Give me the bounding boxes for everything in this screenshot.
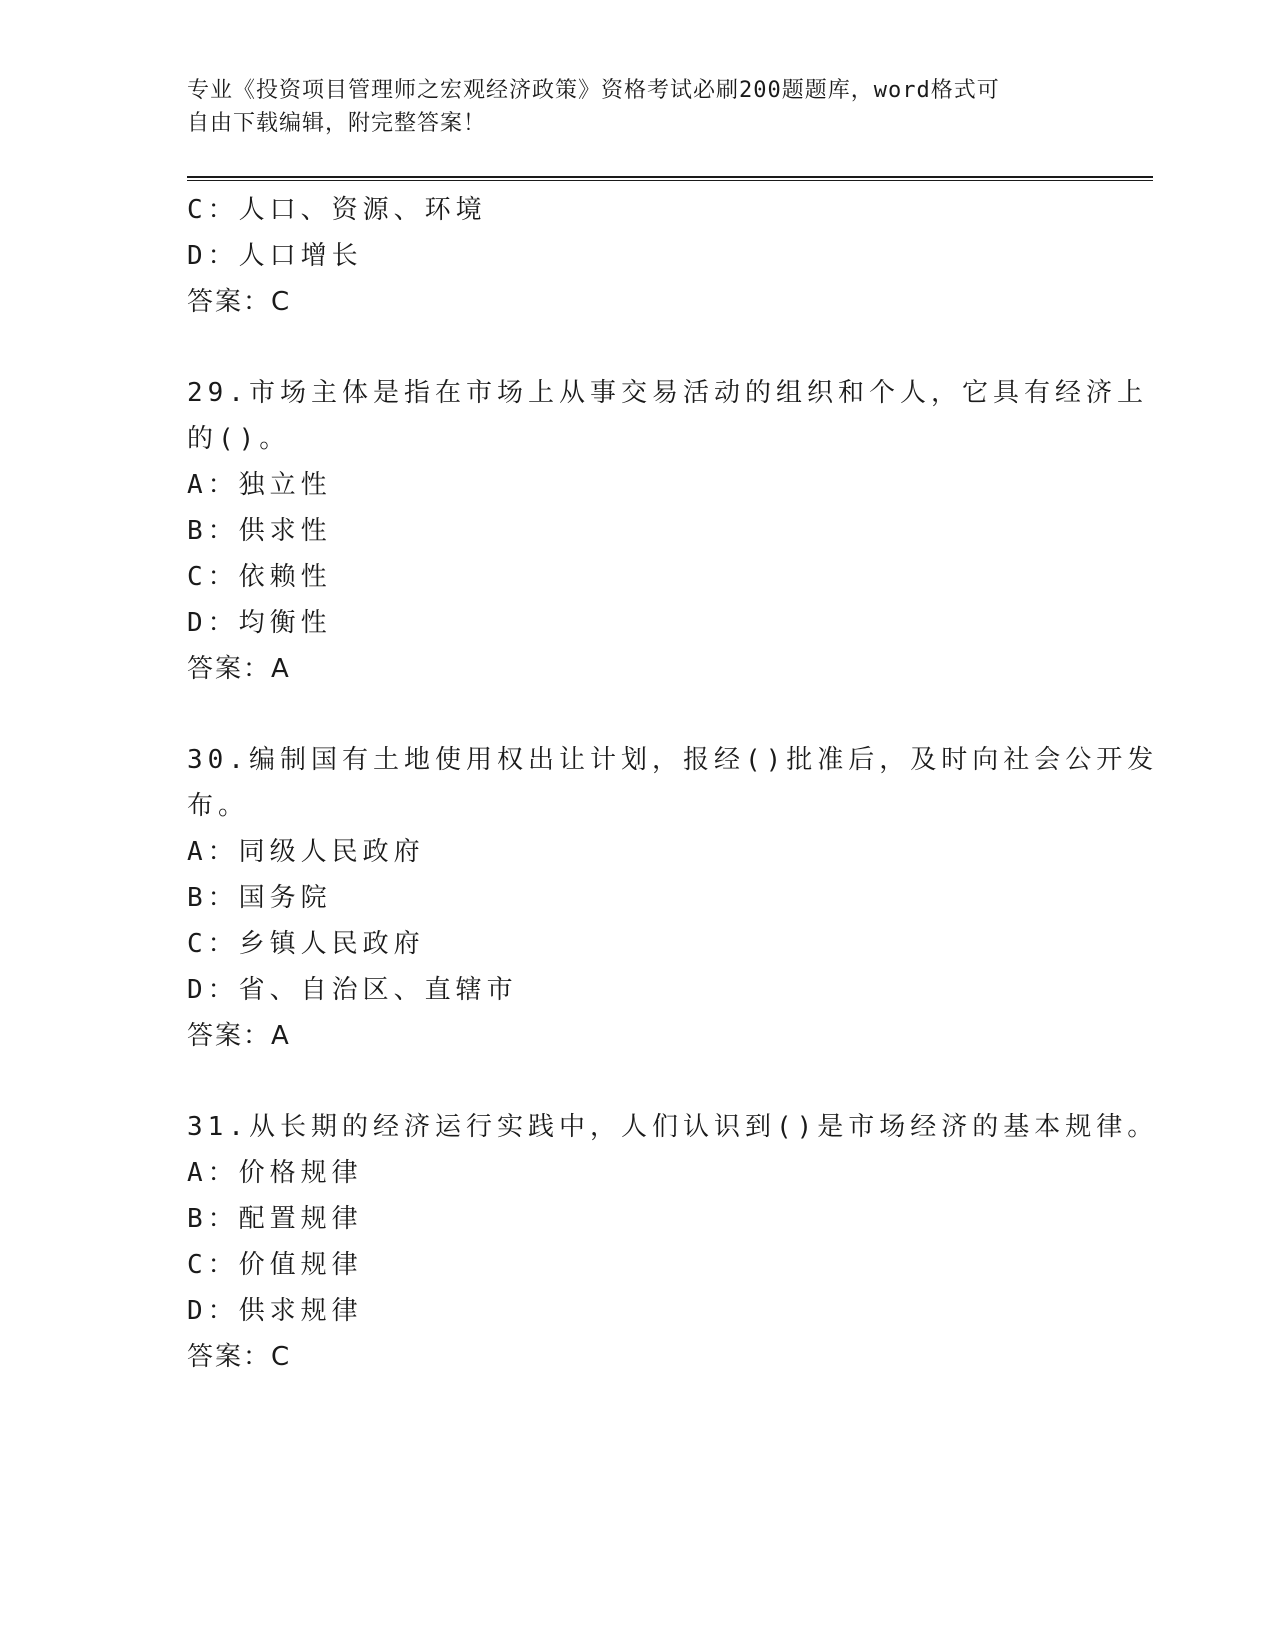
option-c: C：乡镇人民政府 <box>187 929 425 959</box>
answer-line: 答案：C <box>187 287 292 317</box>
question-31 <box>187 1104 1159 1380</box>
option-d: D：供求规律 <box>187 1296 363 1326</box>
answer-line: 答案：A <box>187 654 291 684</box>
question-29 <box>187 370 1148 692</box>
page-header <box>187 74 1067 140</box>
question-stem: 31.从长期的经济运行实践中，人们认识到()是市场经济的基本规律。 <box>187 1112 1159 1142</box>
continued-question <box>187 187 1087 325</box>
question-stem: 29.市场主体是指在市场上从事交易活动的组织和个人，它具有经济上 <box>187 378 1148 408</box>
header-line-1: 专业《投资项目管理师之宏观经济政策》资格考试必刷200题题库，word格式可 <box>187 78 1000 103</box>
question-stem: 30.编制国有土地使用权出让计划，报经()批准后，及时向社会公开发 <box>187 745 1159 775</box>
option-d: D：均衡性 <box>187 608 332 638</box>
option-b: B：国务院 <box>187 883 332 913</box>
option-b: B：配置规律 <box>187 1204 363 1234</box>
option-c: C：人口、资源、环境 <box>187 195 487 225</box>
document-body <box>187 187 1159 1380</box>
option-b: B：供求性 <box>187 516 332 546</box>
answer-line: 答案：A <box>187 1021 291 1051</box>
question-stem-continued: 布。 <box>187 791 250 821</box>
option-d: D：省、自治区、直辖市 <box>187 975 518 1005</box>
option-c: C：依赖性 <box>187 562 332 592</box>
header-line-2: 自由下载编辑，附完整答案！ <box>187 111 487 136</box>
option-a: A：价格规律 <box>187 1158 363 1188</box>
option-c: C：价值规律 <box>187 1250 363 1280</box>
option-a: A：独立性 <box>187 470 332 500</box>
question-30 <box>187 737 1159 1059</box>
answer-line: 答案：C <box>187 1342 292 1372</box>
header-divider <box>187 176 1153 181</box>
question-stem-continued: 的()。 <box>187 424 291 454</box>
option-a: A：同级人民政府 <box>187 837 425 867</box>
option-d: D：人口增长 <box>187 241 363 271</box>
